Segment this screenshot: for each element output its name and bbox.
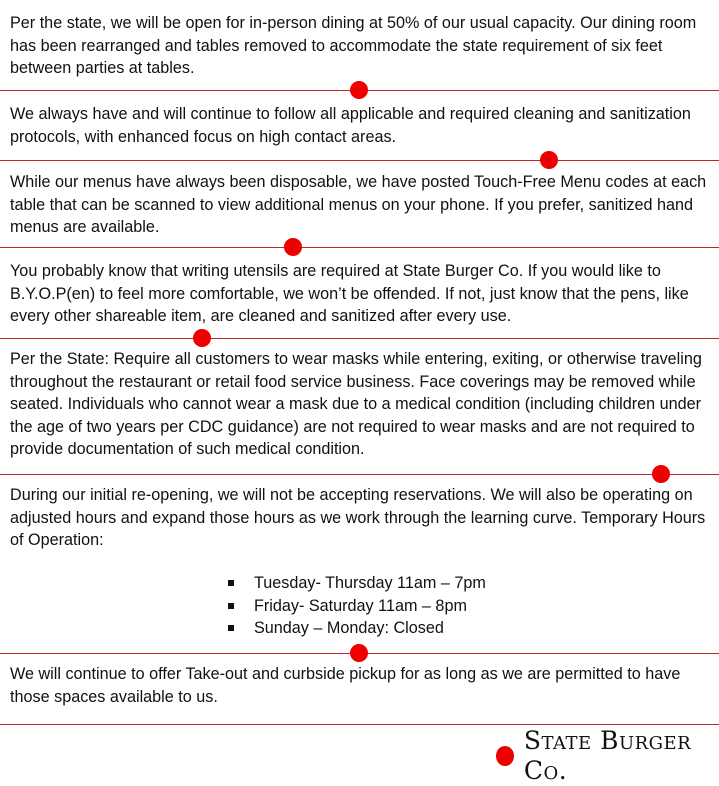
hours-text: Tuesday- Thursday 11am – 7pm [254, 574, 486, 592]
square-bullet-icon [228, 603, 234, 609]
square-bullet-icon [228, 625, 234, 631]
hours-item [228, 617, 486, 640]
section-capacity: Per the state, we will be open for in-person dining at 50% of our usual capacity. Our dining room has been rearranged and tables removed to accommodate the state requirement of six feet between parties at tables. [10, 14, 697, 78]
red-dot-marker [193, 329, 211, 347]
red-dot-marker [350, 644, 368, 662]
red-dot-marker [284, 238, 302, 256]
hours-item [228, 595, 486, 618]
hours-item [228, 572, 486, 595]
logo-dot-icon [496, 746, 514, 766]
divider-rule [0, 474, 719, 475]
section-pens: You probably know that writing utensils are required at State Burger Co. If you would like to B.Y.O.P(en) to feel more comfortable, we won’t be offended. If not, just know that the pens, like every other shareable item, are cleaned and sanitized after every use. [10, 262, 689, 326]
logo-text: State Burger Co. [523, 726, 692, 785]
red-dot-marker [540, 151, 558, 169]
state-burger-logo [496, 726, 719, 785]
section-masks: Per the State: Require all customers to wear masks while entering, exiting, or otherwise traveling throughout the restaurant or retail food service business. Face coverings may be removed while seated. Individuals who cannot wear a mask due to a medical condition (including children under the age of two years per CDC guidance) are not required to wear masks and are not required to provide documentation of such medical condition. [10, 350, 702, 459]
red-dot-marker [652, 465, 670, 483]
hours-text: Sunday – Monday: Closed [254, 619, 444, 638]
divider-rule [0, 338, 719, 339]
section-reservations: During our initial re-opening, we will not be accepting reservations. We will also be operating on adjusted hours and expand those hours as we work through the learning curve. Temporary Hours of Operation: [10, 486, 706, 550]
divider-rule [0, 724, 719, 725]
section-menus: While our menus have always been disposable, we have posted Touch-Free Menu codes at each table that can be scanned to view additional menus on your phone. If you prefer, sanitized hand menus are available. [10, 173, 707, 237]
divider-rule [0, 160, 719, 161]
section-takeout: We will continue to offer Take-out and curbside pickup for as long as we are permitted to have those spaces available to us. [10, 665, 681, 706]
red-dot-marker [350, 81, 368, 99]
divider-rule [0, 247, 719, 248]
section-cleaning: We always have and will continue to follow all applicable and required cleaning and sanitization protocols, with enhanced focus on high contact areas. [10, 105, 691, 146]
hours-text: Friday- Saturday 11am – 8pm [254, 596, 467, 615]
square-bullet-icon [228, 580, 234, 586]
hours-list [228, 572, 486, 640]
